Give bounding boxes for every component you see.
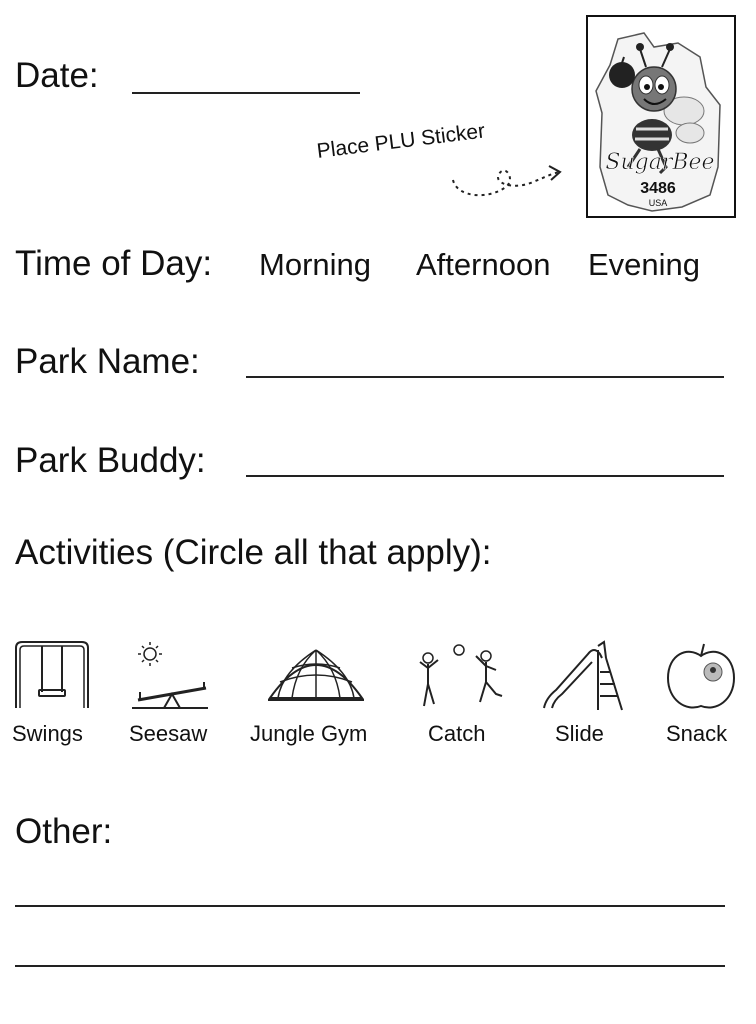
- date-label: Date:: [15, 56, 99, 95]
- sticker-brand: SugarBee: [605, 150, 715, 175]
- slide-icon[interactable]: [540, 638, 626, 712]
- activity-label-slide[interactable]: Slide: [555, 721, 604, 746]
- place-plu-sticker-prompt: Place PLU Sticker: [315, 119, 487, 163]
- activity-label-catch[interactable]: Catch: [428, 721, 486, 746]
- park-buddy-field-line[interactable]: [246, 475, 724, 477]
- park-buddy-label: Park Buddy:: [15, 441, 206, 480]
- swing-icon[interactable]: [12, 640, 92, 710]
- sticker-origin: USA: [648, 198, 668, 208]
- sugarbee-sticker-image: [588, 17, 734, 216]
- activity-label-snack[interactable]: Snack: [666, 721, 728, 746]
- other-field-line-1[interactable]: [15, 905, 725, 907]
- activities-label: Activities (Circle all that apply):: [15, 533, 492, 572]
- time-of-day-label: Time of Day:: [15, 244, 213, 283]
- activity-label-swings[interactable]: Swings: [12, 721, 83, 746]
- plu-sticker-box: [586, 15, 736, 218]
- time-option-evening[interactable]: Evening: [588, 247, 701, 282]
- activity-label-jungle-gym[interactable]: Jungle Gym: [250, 721, 368, 746]
- jungle-gym-icon[interactable]: [266, 648, 366, 702]
- park-name-label: Park Name:: [15, 342, 200, 381]
- catch-icon[interactable]: [412, 640, 506, 710]
- park-name-field-line[interactable]: [246, 376, 724, 378]
- activity-label-seesaw[interactable]: Seesaw: [129, 721, 208, 746]
- seesaw-icon[interactable]: [130, 638, 210, 710]
- date-field-line[interactable]: [132, 92, 360, 94]
- other-field-line-2[interactable]: [15, 965, 725, 967]
- sticker-plu: 3486: [640, 180, 676, 197]
- other-label: Other:: [15, 812, 113, 851]
- apple-icon[interactable]: [664, 640, 738, 714]
- time-option-morning[interactable]: Morning: [259, 247, 371, 282]
- dotted-arrow-icon: [445, 160, 570, 205]
- time-option-afternoon[interactable]: Afternoon: [416, 247, 551, 282]
